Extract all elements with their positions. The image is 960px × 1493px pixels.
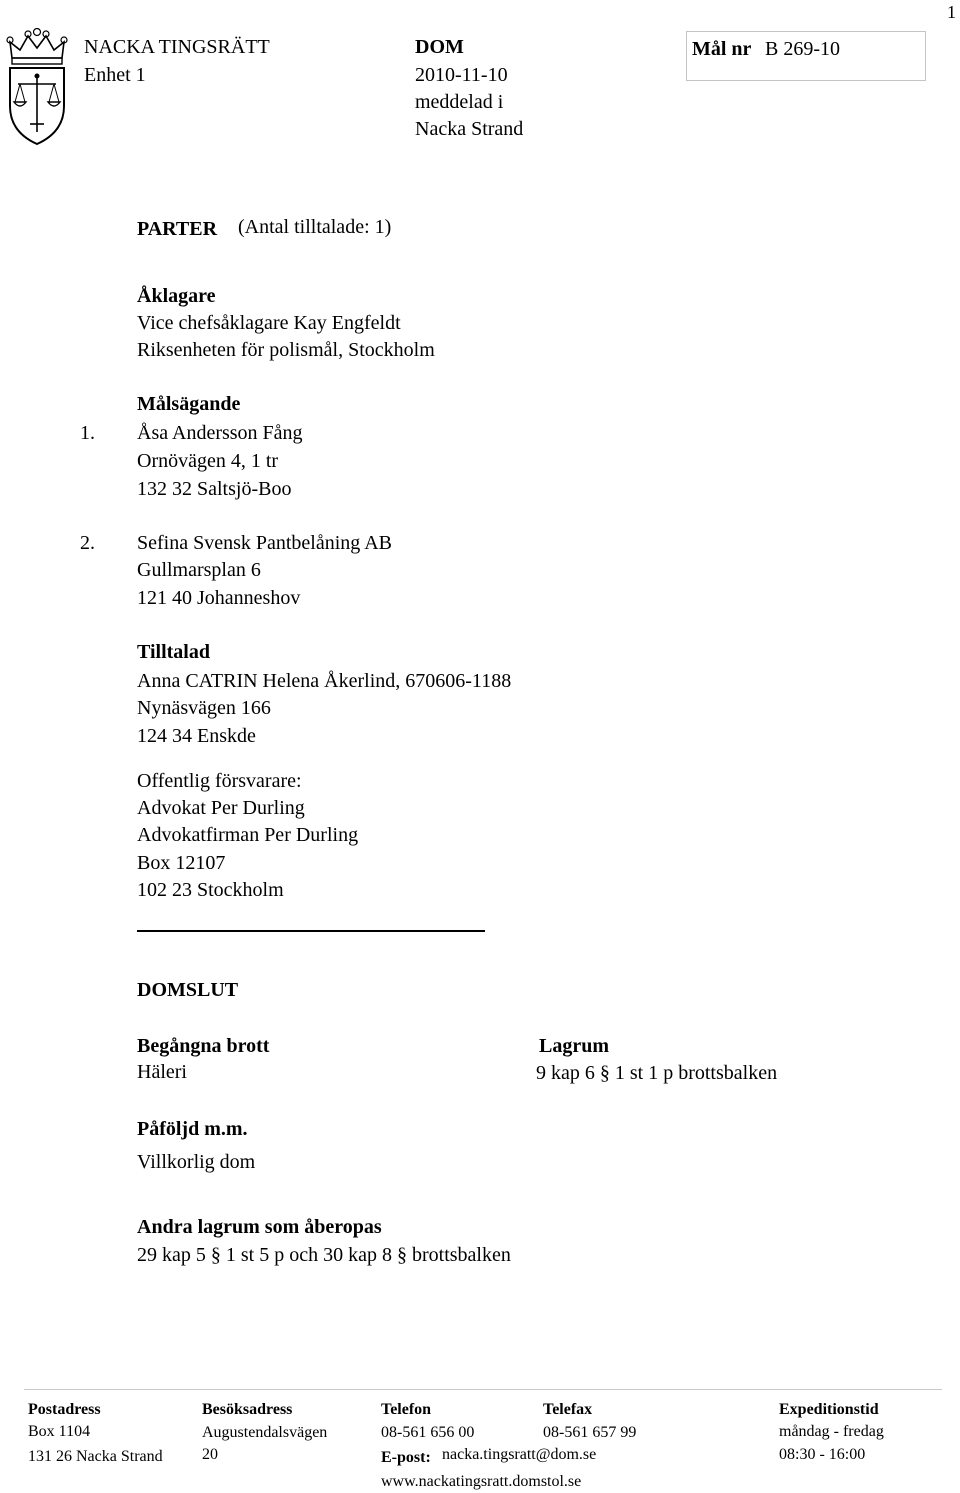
footer-fax-label: Telefax	[543, 1401, 593, 1418]
case-number: B 269-10	[765, 38, 840, 60]
footer-visit-street: Augustendalsvägen	[202, 1424, 328, 1441]
defender-postal: 102 23 Stockholm	[137, 879, 284, 901]
plaintiff-1-address: Ornövägen 4, 1 tr	[137, 450, 279, 472]
parties-heading: PARTER	[137, 218, 218, 240]
plaintiff-2-address: Gullmarsplan 6	[137, 559, 261, 581]
plaintiff-1-name: Åsa Andersson Fång	[137, 422, 303, 444]
defendant-heading: Tilltalad	[137, 641, 210, 663]
delivered-place: Nacka Strand	[415, 118, 524, 140]
defender-box: Box 12107	[137, 852, 226, 874]
court-name: NACKA TINGSRÄTT	[84, 36, 270, 58]
defendant-postal: 124 34 Enskde	[137, 725, 256, 747]
case-number-label: Mål nr	[692, 38, 752, 60]
sanction-heading: Påföljd m.m.	[137, 1118, 248, 1140]
defender-name: Advokat Per Durling	[137, 797, 305, 819]
footer-hours-time: 08:30 - 16:00	[779, 1446, 866, 1463]
statute-value: 9 kap 6 § 1 st 1 p brottsbalken	[536, 1062, 778, 1084]
prosecutor-unit: Riksenheten för polismål, Stockholm	[137, 339, 435, 361]
court-unit: Enhet 1	[84, 64, 146, 86]
court-emblem-icon	[2, 28, 72, 146]
plaintiff-2-postal: 121 40 Johanneshov	[137, 587, 301, 609]
plaintiff-2-number: 2.	[80, 532, 95, 554]
plaintiff-1-number: 1.	[80, 422, 95, 444]
document-date: 2010-11-10	[415, 64, 508, 86]
plaintiff-2-name: Sefina Svensk Pantbelåning AB	[137, 532, 392, 554]
prosecutor-heading: Åklagare	[137, 285, 216, 307]
footer-postal-box: Box 1104	[28, 1423, 91, 1440]
defendant-name: Anna CATRIN Helena Åkerlind, 670606-1188	[137, 670, 512, 692]
footer-visit-label: Besöksadress	[202, 1401, 293, 1418]
defender-label: Offentlig försvarare:	[137, 770, 302, 792]
crimes-heading: Begångna brott	[137, 1035, 270, 1057]
footer-hours-days: måndag - fredag	[779, 1423, 884, 1440]
footer-rule	[24, 1389, 942, 1390]
document-type: DOM	[415, 36, 464, 58]
section-divider	[137, 930, 485, 932]
defender-firm: Advokatfirman Per Durling	[137, 824, 359, 846]
page-number: 1	[947, 2, 956, 22]
footer-hours-label: Expeditionstid	[779, 1401, 879, 1418]
footer-email[interactable]: nacka.tingsratt@dom.se	[442, 1446, 597, 1463]
other-statutes-value: 29 kap 5 § 1 st 5 p och 30 kap 8 § brottsbalken	[137, 1244, 511, 1266]
crime-value: Häleri	[137, 1061, 187, 1083]
delivered-label: meddelad i	[415, 91, 504, 113]
footer-fax: 08-561 657 99	[543, 1424, 637, 1441]
plaintiffs-heading: Målsägande	[137, 393, 241, 415]
verdict-heading: DOMSLUT	[137, 979, 239, 1001]
statute-heading: Lagrum	[539, 1035, 609, 1057]
footer-postal-label: Postadress	[28, 1401, 101, 1418]
other-statutes-heading: Andra lagrum som åberopas	[137, 1216, 382, 1238]
plaintiff-1-postal: 132 32 Saltsjö-Boo	[137, 478, 292, 500]
footer-phone-label: Telefon	[381, 1401, 432, 1418]
footer-phone: 08-561 656 00	[381, 1424, 475, 1441]
sanction-value: Villkorlig dom	[137, 1151, 256, 1173]
footer-email-label: E-post:	[381, 1449, 431, 1466]
defendant-address: Nynäsvägen 166	[137, 697, 271, 719]
prosecutor-name: Vice chefsåklagare Kay Engfeldt	[137, 312, 401, 334]
footer-website[interactable]: www.nackatingsratt.domstol.se	[381, 1473, 582, 1490]
parties-count: (Antal tilltalade: 1)	[238, 216, 392, 238]
footer-postal-city: 131 26 Nacka Strand	[28, 1448, 163, 1465]
footer-visit-number: 20	[202, 1446, 218, 1463]
